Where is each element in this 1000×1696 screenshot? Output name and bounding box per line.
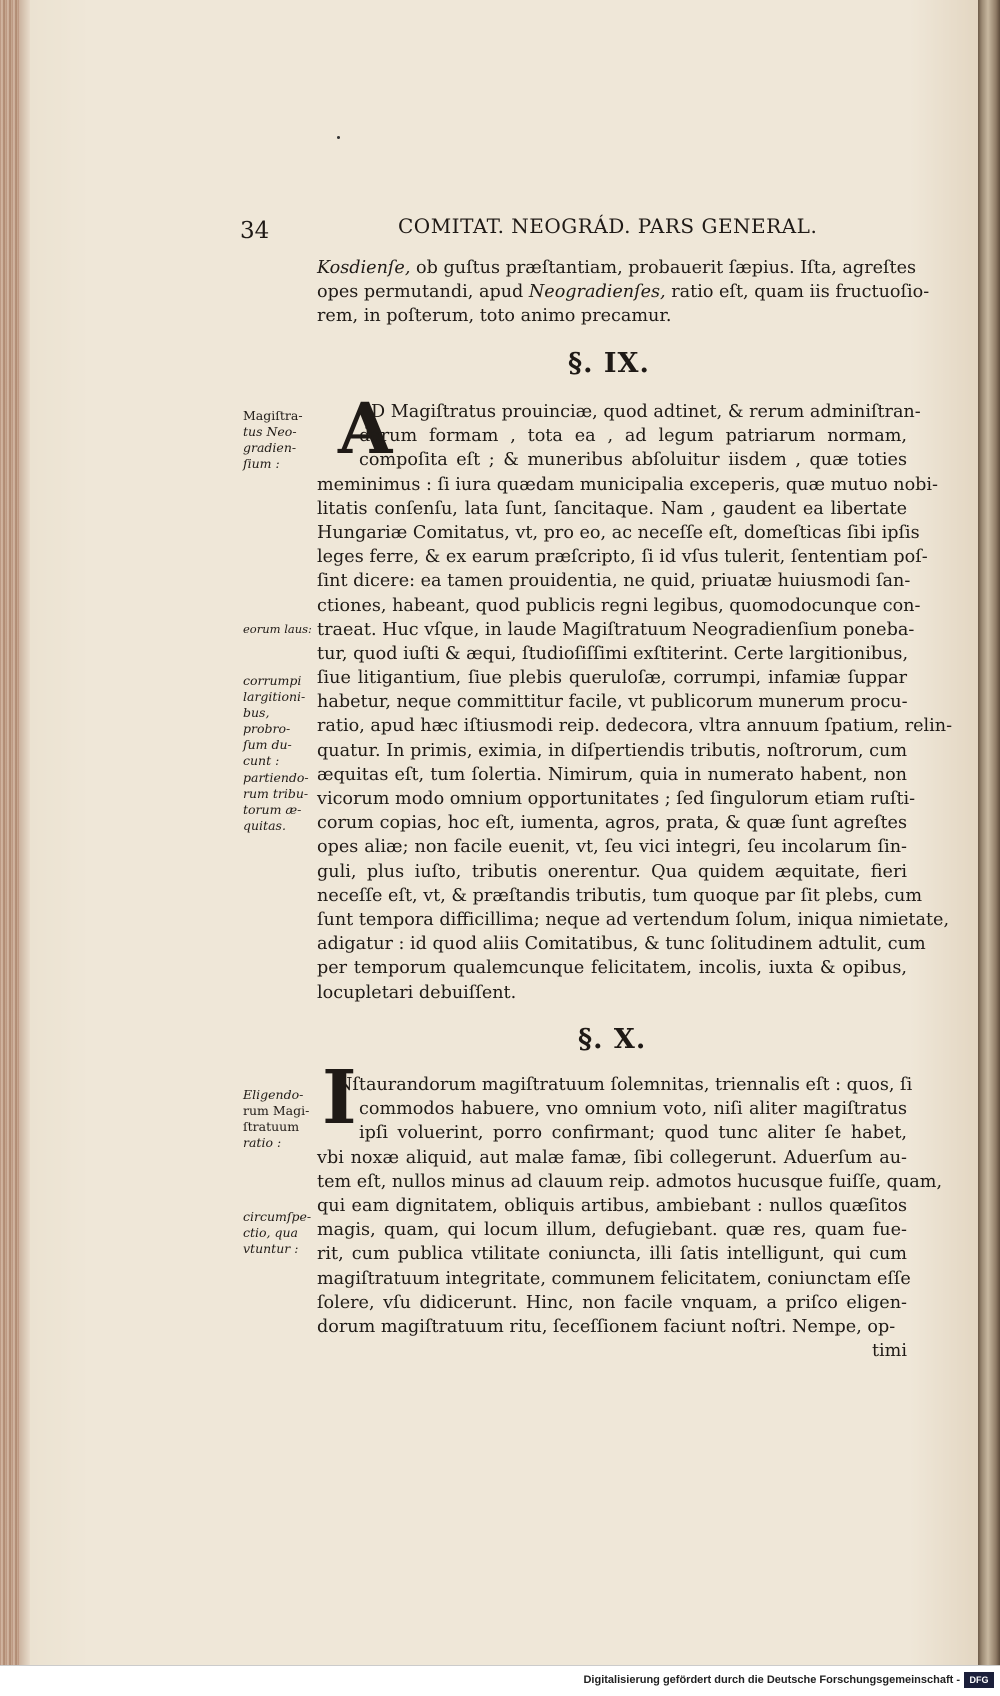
- dropcap-a: A: [338, 387, 393, 470]
- margin-line: eorum laus:: [243, 622, 312, 636]
- text-line: Hungariæ Comitatus, vt, pro eo, ac neceſſe eſt, domeſticas ſibi ipſis: [317, 522, 920, 543]
- text-line: neceſſe eſt, vt, & præſtandis tributis, tum quoque par ſit plebs, cum: [317, 885, 923, 906]
- margin-line: rum Magi-: [243, 1103, 310, 1118]
- margin-line: partiendo-: [243, 770, 309, 785]
- text-line: darum formam , tota ea , ad legum patriarum normam,: [359, 426, 907, 447]
- margin-line: largitioni-: [243, 689, 306, 704]
- text-line: æquitas eſt, tum ſolertia. Nimirum, quia in numerato habent, non: [317, 764, 907, 785]
- intro-paragraph: [317, 256, 930, 329]
- intro-text: ratio eſt, quam iis fructuoſio-: [665, 282, 930, 303]
- catchword: timi: [871, 1341, 907, 1362]
- text-line: Nſtaurandorum magiſtratuum ſolemnitas, triennalis eſt : quos, ſi: [337, 1075, 913, 1095]
- marginal-note-partiendorum: [243, 770, 313, 834]
- marginal-note-corrumpi: [243, 673, 313, 769]
- text-line: locupletari debuiſſent.: [317, 982, 517, 1003]
- margin-line: bus, probro-: [243, 705, 291, 736]
- text-line: quatur. In primis, eximia, in diſpertiendis tributis, noſtrorum, cum: [317, 740, 907, 761]
- footer-credit: Digitalisierung gefördert durch die Deutsche Forschungsgemeinschaft -: [583, 1674, 960, 1686]
- book-right-edge: [978, 0, 1000, 1665]
- text-line: adigatur : id quod aliis Comitatibus, & tunc ſolitudinem adtulit, cum: [317, 934, 926, 955]
- intro-text: rem, in poſterum, toto animo precamur.: [317, 306, 672, 327]
- margin-line: ctio, qua: [243, 1225, 298, 1240]
- text-line: litatis conſenſu, lata ſunt, ſancitaque. Nam , gaudent ea libertate: [317, 498, 907, 519]
- text-line: ratio, apud hæc iſtiusmodi reip. dedecora, vltra annuum ſpatium, relin-: [317, 716, 953, 737]
- dropcap-i: I: [322, 1055, 357, 1141]
- marginal-note-circumspectio: [243, 1209, 313, 1257]
- ink-dot: [337, 136, 340, 139]
- text-line: D Magiſtratus prouinciæ, quod adtinet, & rerum adminiſtran-: [371, 402, 921, 422]
- marginal-note-eligendorum: [243, 1087, 313, 1151]
- margin-line: ratio :: [243, 1135, 282, 1150]
- text-line: [317, 304, 907, 328]
- text-line: opes aliæ; non facile euenit, vt, ſeu vici integri, ſeu incolarum ſin-: [317, 837, 907, 858]
- text-line: tem eſt, nullos minus ad clauum reip. admotos hucusque fuiſſe, quam,: [317, 1171, 943, 1192]
- text-line: leges ferre, & ex earum præſcripto, ſi id vſus tulerit, ſententiam poſ-: [317, 547, 928, 568]
- section-heading-ix: §. IX.: [568, 348, 650, 379]
- text-line: [317, 280, 930, 304]
- margin-line: corrumpi: [243, 673, 302, 688]
- margin-line: ſium :: [243, 456, 280, 471]
- text-line: ſiue litigantium, ſiue plebis queruloſæ, corrumpi, infamiæ ſuppar: [317, 668, 907, 689]
- margin-line: gradien-: [243, 440, 297, 455]
- margin-line: Eligendo-: [243, 1087, 304, 1102]
- text-line: magiſtratuum integritate, communem felicitatem, coniunctam eſſe: [317, 1268, 911, 1289]
- margin-line: circumſpe-: [243, 1209, 312, 1224]
- text-line: ctiones, habeant, quod publicis regni legibus, quomodocunque con-: [317, 595, 921, 616]
- section-x-body: [317, 1073, 943, 1363]
- text-line: corum copias, hoc eſt, iumenta, agros, prata, & quæ ſunt agreſtes: [317, 813, 907, 834]
- margin-line: ſtratuum: [243, 1119, 300, 1134]
- text-line: commodos habuere, vno omnium voto, niſi aliter magiſtratus: [359, 1099, 907, 1120]
- margin-line: rum tribu-: [243, 786, 309, 801]
- text-line: meminimus : ſi iura quædam municipalia exceperis, quæ mutuo nobi-: [317, 474, 939, 495]
- text-line: rit, cum publica vtilitate coniuncta, illi ſatis intelligunt, qui cum: [317, 1244, 907, 1265]
- text-line: ſolere, vſu didicerunt. Hinc, non facile vnquam, a priſco eligen-: [317, 1292, 907, 1313]
- text-line: guli, plus iuſto, tributis onerentur. Qua quidem æquitate, fieri: [317, 861, 907, 882]
- margin-line: vtuntur :: [243, 1241, 299, 1256]
- text-line: ipſi voluerint, porro confirmant; quod tunc aliter ſe habet,: [359, 1123, 907, 1144]
- book-left-edge: [0, 0, 20, 1665]
- section-heading-x: §. X.: [578, 1024, 647, 1055]
- marginal-note-laus: [243, 621, 313, 637]
- text-line: traeat. Huc vſque, in laude Magiſtratuum Neogradienſium poneba-: [317, 619, 915, 640]
- marginal-note-magistratus: [243, 408, 313, 472]
- margin-line: Magiſtra-: [243, 408, 303, 423]
- text-line: compoſita eſt ; & muneribus abſoluitur iisdem , quæ toties: [359, 450, 907, 471]
- text-line: tur, quod iuſti & æqui, ſtudioſiſſimi exſtiterint. Certe largitionibus,: [317, 643, 909, 664]
- text-line: vicorum modo omnium opportunitates ; ſed ſingulorum etiam ruſti-: [317, 789, 916, 809]
- margin-line: ſum du-: [243, 737, 292, 752]
- text-line: ſunt tempora difficillima; neque ad vertendum ſolum, iniqua nimietate,: [317, 909, 950, 930]
- text-line: qui eam dignitatem, obliquis artibus, ambiebant : nullos quæſitos: [317, 1195, 907, 1216]
- text-line: dorum magiſtratuum ritu, ſeceſſionem faciunt noſtri. Nempe, op-: [317, 1316, 896, 1337]
- text-line: habetur, neque committitur facile, vt publicorum munerum procu-: [317, 692, 908, 713]
- section-ix-body: [317, 400, 953, 1005]
- page-number: 34: [240, 218, 270, 244]
- text-line: vbi noxæ aliquid, aut malæ famæ, ſibi collegerunt. Aduerſum au-: [317, 1147, 907, 1168]
- margin-line: cunt :: [243, 753, 280, 768]
- intro-em: Neogradienſes,: [528, 282, 666, 303]
- text-line: magis, quam, qui locum illum, defugiebant. quæ res, quam fue-: [317, 1220, 907, 1241]
- margin-line: tus Neo-: [243, 424, 297, 439]
- book-gutter: [20, 0, 30, 1665]
- intro-text: opes permutandi, apud: [317, 282, 529, 303]
- text-line: [317, 256, 917, 280]
- footer-bar: [0, 1665, 1000, 1696]
- intro-em: Kosdienſe,: [317, 258, 411, 278]
- intro-text: ob guſtus præſtantiam, probauerit ſæpius. Iſta, agreſtes: [410, 258, 917, 278]
- dfg-logo: DFG: [964, 1672, 994, 1688]
- running-head: COMITAT. NEOGRÁD. PARS GENERAL.: [398, 214, 818, 238]
- margin-line: torum æ-: [243, 802, 302, 817]
- text-line: per temporum qualemcunque felicitatem, incolis, iuxta & opibus,: [317, 958, 907, 979]
- text-line: ſint dicere: ea tamen prouidentia, ne quid, priuatæ huiusmodi ſan-: [317, 571, 911, 592]
- margin-line: quitas.: [243, 818, 286, 833]
